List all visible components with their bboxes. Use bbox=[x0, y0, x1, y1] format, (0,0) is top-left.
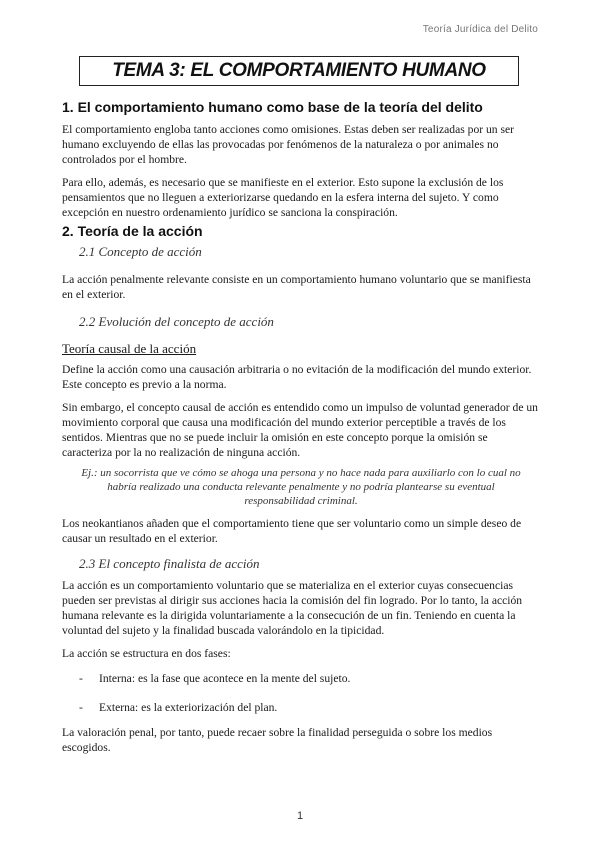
running-header: Teoría Jurídica del Delito bbox=[422, 24, 538, 35]
document-body bbox=[62, 96, 540, 755]
neokantian-paragraph: Los neokantianos añaden que el comportamiento tiene que ser voluntario como un simple deseo de causar un resultado en el exterior. bbox=[62, 517, 522, 545]
dash-bullet: - bbox=[79, 672, 83, 685]
subsection-2-1-title: 2.1 Concepto de acción bbox=[79, 244, 202, 259]
finalist-paragraph-1: La acción es un comportamiento voluntario que se materializa en el exterior cuyas consecuencias pueden ser previstas al dirigir sus acciones hacia la comisión del fin logrado. Por lo tanto, la acción humana relevante es la dirigida voluntariamente a la consecución de un fin. Teniendo en cuenta la voluntad del sujeto y la finalidad buscada valorándolo en la tipicidad. bbox=[62, 579, 523, 637]
list-item: - Interna: es la fase que acontece en la mente del sujeto. bbox=[79, 672, 351, 685]
example-note: Ej.: un socorrista que ve cómo se ahoga una persona y no hace nada para auxiliarlo con lo cual no habría realizado una conducta relevante penalmente y no podría plantearse su eventual responsabilidad criminal. bbox=[81, 467, 521, 507]
list-item: - Externa: es la exteriorización del plan. bbox=[79, 701, 278, 714]
finalist-paragraph-2: La acción se estructura en dos fases: bbox=[62, 647, 231, 660]
section-1-heading: 1. El comportamiento humano como base de la teoría del delito bbox=[62, 99, 483, 115]
causal-paragraph-1: Define la acción como una causación arbitraria o no evitación de la modificación del mundo exterior. Este concepto es previo a la norma. bbox=[62, 363, 532, 391]
finalist-paragraph-3: La valoración penal, por tanto, puede recaer sobre la finalidad perseguida o sobre los medios escogidos. bbox=[62, 726, 493, 754]
section-2-heading: 2. Teoría de la acción bbox=[62, 223, 203, 239]
page-number: 1 bbox=[296, 810, 304, 822]
section-1-paragraph-1: El comportamiento engloba tanto acciones como omisiones. Estas deben ser realizadas por un ser humano excluyendo de ellas las provocadas por fenómenos de la naturaleza o por animales no controlados por el hombre. bbox=[62, 123, 515, 166]
phases-list bbox=[62, 671, 540, 715]
section-1-paragraph-2: Para ello, además, es necesario que se manifieste en el exterior. Esto supone la exclusión de los pensamientos que no lleguen a exteriorizarse quedando en la esfera interna del sujeto. Y como excepción en nuestro ordenamiento jurídico se sanciona la conspiración. bbox=[62, 176, 504, 219]
document-title-box bbox=[79, 56, 519, 86]
subsection-2-1-paragraph: La acción penalmente relevante consiste en un comportamiento humano voluntario que se manifiesta en el exterior. bbox=[62, 273, 531, 301]
subsection-2-3-title: 2.3 El concepto finalista de acción bbox=[79, 556, 260, 571]
causal-theory-heading: Teoría causal de la acción bbox=[62, 341, 197, 356]
causal-paragraph-2: Sin embargo, el concepto causal de acción es entendido como un impulso de voluntad generador de un movimiento corporal que causa una modificación del mundo exterior perceptible a través de los sentidos. Mientras que no se puede incluir la omisión en este concepto porque la omisión se caracteriza por la no realización de ninguna acción. bbox=[62, 401, 538, 459]
document-title: TEMA 3: EL COMPORTAMIENTO HUMANO bbox=[112, 60, 486, 81]
dash-bullet: - bbox=[79, 701, 83, 714]
subsection-2-2-title: 2.2 Evolución del concepto de acción bbox=[79, 314, 274, 329]
